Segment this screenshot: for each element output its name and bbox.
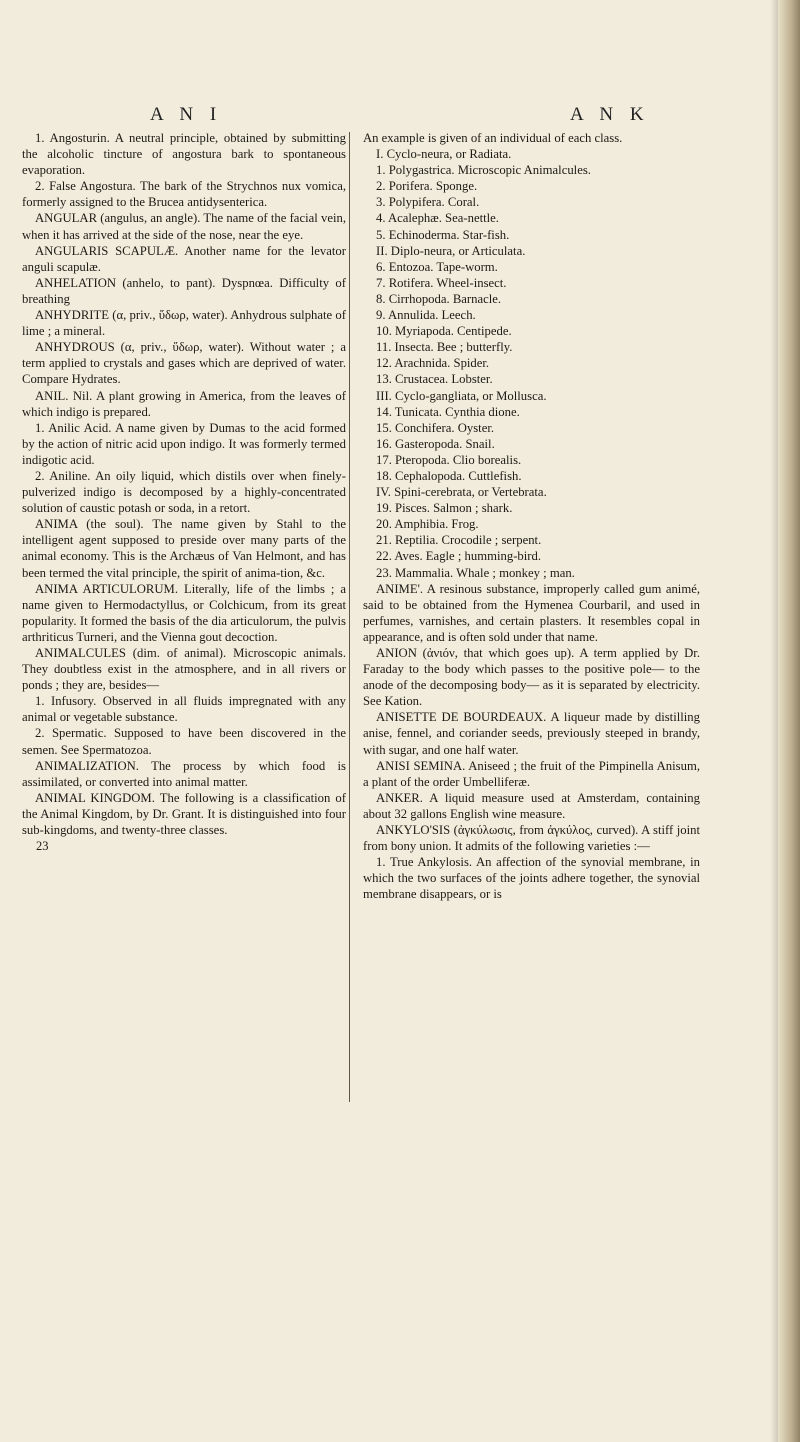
column-divider bbox=[349, 132, 350, 1102]
entry-ankylosis: ANKYLO'SIS (ἀγκύλωσις, from ἀγκύλος, curved). A stiff joint from bony union. It admits of the following varieties :— bbox=[363, 823, 700, 854]
class-item: 19. Pisces. Salmon ; shark. bbox=[376, 501, 513, 516]
class-item: 20. Amphibia. Frog. bbox=[376, 517, 479, 532]
entry-anion: ANION (ἀνιόν, that which goes up). A term applied by Dr. Faraday to the body which passes to the positive pole— to the anode of the decomposing body— as it is separated by electricity. See Kation. bbox=[363, 646, 700, 709]
entry-angosturin: 1. Angosturin. A neutral principle, obtained by submitting the alcoholic tincture of angostura bark to spontaneous evaporation. bbox=[22, 131, 346, 178]
entry-anima: ANIMA (the soul). The name given by Stahl to the intelligent agent supposed to preside over many parts of the animal economy. This is the Archæus of Van Helmont, and has been termed the vital principle, the spirit of anima-tion, &c. bbox=[22, 517, 346, 580]
entry-anilic-acid: 1. Anilic Acid. A name given by Dumas to the acid formed by the action of nitric acid upon indigo. It was formerly termed indigotic acid. bbox=[22, 420, 346, 467]
entry-anker: ANKER. A liquid measure used at Amsterdam, containing about 32 gallons English wine measure. bbox=[363, 790, 700, 821]
class-item: 2. Porifera. Sponge. bbox=[376, 179, 478, 194]
running-head-right: A N K bbox=[570, 104, 650, 125]
class-item: 13. Crustacea. Lobster. bbox=[376, 372, 493, 387]
class-item: 22. Aves. Eagle ; humming-bird. bbox=[376, 549, 542, 564]
entry-anisette: ANISETTE DE BOURDEAUX. A liqueur made by distilling anise, fennel, and coriander seeds, previously steeped in brandy, with sugar, and one half water. bbox=[363, 710, 700, 757]
entry-anhelation: ANHELATION (anhelo, to pant). Dyspnœa. Difficulty of breathing bbox=[22, 275, 346, 306]
class-item: 17. Pteropoda. Clio borealis. bbox=[376, 452, 522, 467]
page-edge-shadow bbox=[770, 0, 778, 1442]
class-item: 15. Conchifera. Oyster. bbox=[376, 420, 495, 435]
subkingdom-heading: IV. Spini-cerebrata, or Vertebrata. bbox=[376, 485, 547, 500]
class-item: 21. Reptilia. Crocodile ; serpent. bbox=[376, 533, 542, 548]
entry-infusory: 1. Infusory. Observed in all fluids impregnated with any animal or vegetable substance. bbox=[22, 694, 346, 725]
entry-animal-kingdom: ANIMAL KINGDOM. The following is a classification of the Animal Kingdom, by Dr. Grant. It is distinguished into four sub-kingdoms, and twenty-three classes. bbox=[22, 790, 346, 838]
entry-aniline: 2. Aniline. An oily liquid, which distils over when finely-pulverized indigo is decomposed by a highly-concentrated solution of caustic potash or soda, in a retort. bbox=[22, 468, 346, 516]
right-column bbox=[363, 130, 700, 903]
entry-anhydrite: ANHYDRITE (α, priv., ὕδωρ, water). Anhydrous sulphate of lime ; a mineral. bbox=[22, 308, 346, 339]
classification-intro: An example is given of an individual of each class. bbox=[363, 131, 623, 145]
entry-false-angostura: 2. False Angostura. The bark of the Strychnos nux vomica, formerly assigned to the Brucea antidysenterica. bbox=[22, 179, 346, 210]
class-item: 3. Polypifera. Coral. bbox=[376, 195, 480, 210]
class-item: 6. Entozoa. Tape-worm. bbox=[376, 259, 498, 274]
entry-animalization: ANIMALIZATION. The process by which food is assimilated, or converted into animal matter. bbox=[22, 758, 346, 789]
class-item: 1. Polygastrica. Microscopic Animalcules. bbox=[376, 163, 591, 178]
entry-angularis-scapulae: ANGULARIS SCAPULÆ. Another name for the levator anguli scapulæ. bbox=[22, 243, 346, 274]
class-item: 11. Insecta. Bee ; butterfly. bbox=[376, 340, 513, 355]
class-item: 10. Myriapoda. Centipede. bbox=[376, 324, 512, 339]
entry-anisi-semina: ANISI SEMINA. Aniseed ; the fruit of the Pimpinella Anisum, a plant of the order Umbelliferæ. bbox=[363, 758, 700, 789]
class-item: 7. Rotifera. Wheel-insect. bbox=[376, 275, 507, 290]
entry-anime: ANIME'. A resinous substance, improperly called gum animé, said to be obtained from the Hymenea Courbaril, and used in perfumes, varnishes, and certain plasters. It resembles copal in appearance, and is often sold under that name. bbox=[363, 581, 700, 644]
page-number: 23 bbox=[36, 839, 49, 854]
class-item: 16. Gasteropoda. Snail. bbox=[376, 436, 495, 451]
entry-anima-articulorum: ANIMA ARTICULORUM. Literally, life of the limbs ; a name given to Hermodactyllus, or Colchicum, from its great popularity. It formed the basis of the dia articulorum, the pulvis arthriticus Turneri, and the Vienna gout decoction. bbox=[22, 581, 346, 644]
class-item: 4. Acalephæ. Sea-nettle. bbox=[376, 211, 499, 226]
subkingdom-heading: II. Diplo-neura, or Articulata. bbox=[376, 243, 526, 258]
entry-true-ankylosis: 1. True Ankylosis. An affection of the synovial membrane, in which the two surfaces of the joints adhere together, the synovial membrane disappears, or is bbox=[363, 855, 700, 902]
entry-spermatic: 2. Spermatic. Supposed to have been discovered in the semen. See Spermatozoa. bbox=[22, 726, 346, 757]
class-item: 5. Echinoderma. Star-fish. bbox=[376, 227, 510, 242]
class-item: 12. Arachnida. Spider. bbox=[376, 356, 490, 371]
subkingdom-heading: III. Cyclo-gangliata, or Mollusca. bbox=[376, 388, 547, 403]
class-item: 14. Tunicata. Cynthia dione. bbox=[376, 404, 520, 419]
class-item: 18. Cephalopoda. Cuttlefish. bbox=[376, 468, 522, 483]
entry-animalcules: ANIMALCULES (dim. of animal). Microscopic animals. They doubtless exist in the atmosphere, and in all rivers or ponds ; they are, besides— bbox=[22, 646, 346, 693]
running-head-left: A N I bbox=[150, 104, 223, 125]
entry-anil: ANIL. Nil. A plant growing in America, from the leaves of which indigo is prepared. bbox=[22, 388, 346, 419]
subkingdom-heading: I. Cyclo-neura, or Radiata. bbox=[376, 147, 512, 162]
entry-anhydrous: ANHYDROUS (α, priv., ὕδωρ, water). Without water ; a term applied to crystals and gases which are deprived of water. Compare Hydrates. bbox=[22, 340, 346, 387]
page-edge bbox=[778, 0, 800, 1442]
class-item: 8. Cirrhopoda. Barnacle. bbox=[376, 291, 502, 306]
class-item: 9. Annulida. Leech. bbox=[376, 308, 476, 323]
entry-angular: ANGULAR (angulus, an angle). The name of the facial vein, when it has arrived at the side of the nose, near the eye. bbox=[22, 211, 346, 242]
left-column bbox=[22, 130, 346, 854]
class-item: 23. Mammalia. Whale ; monkey ; man. bbox=[376, 565, 575, 580]
